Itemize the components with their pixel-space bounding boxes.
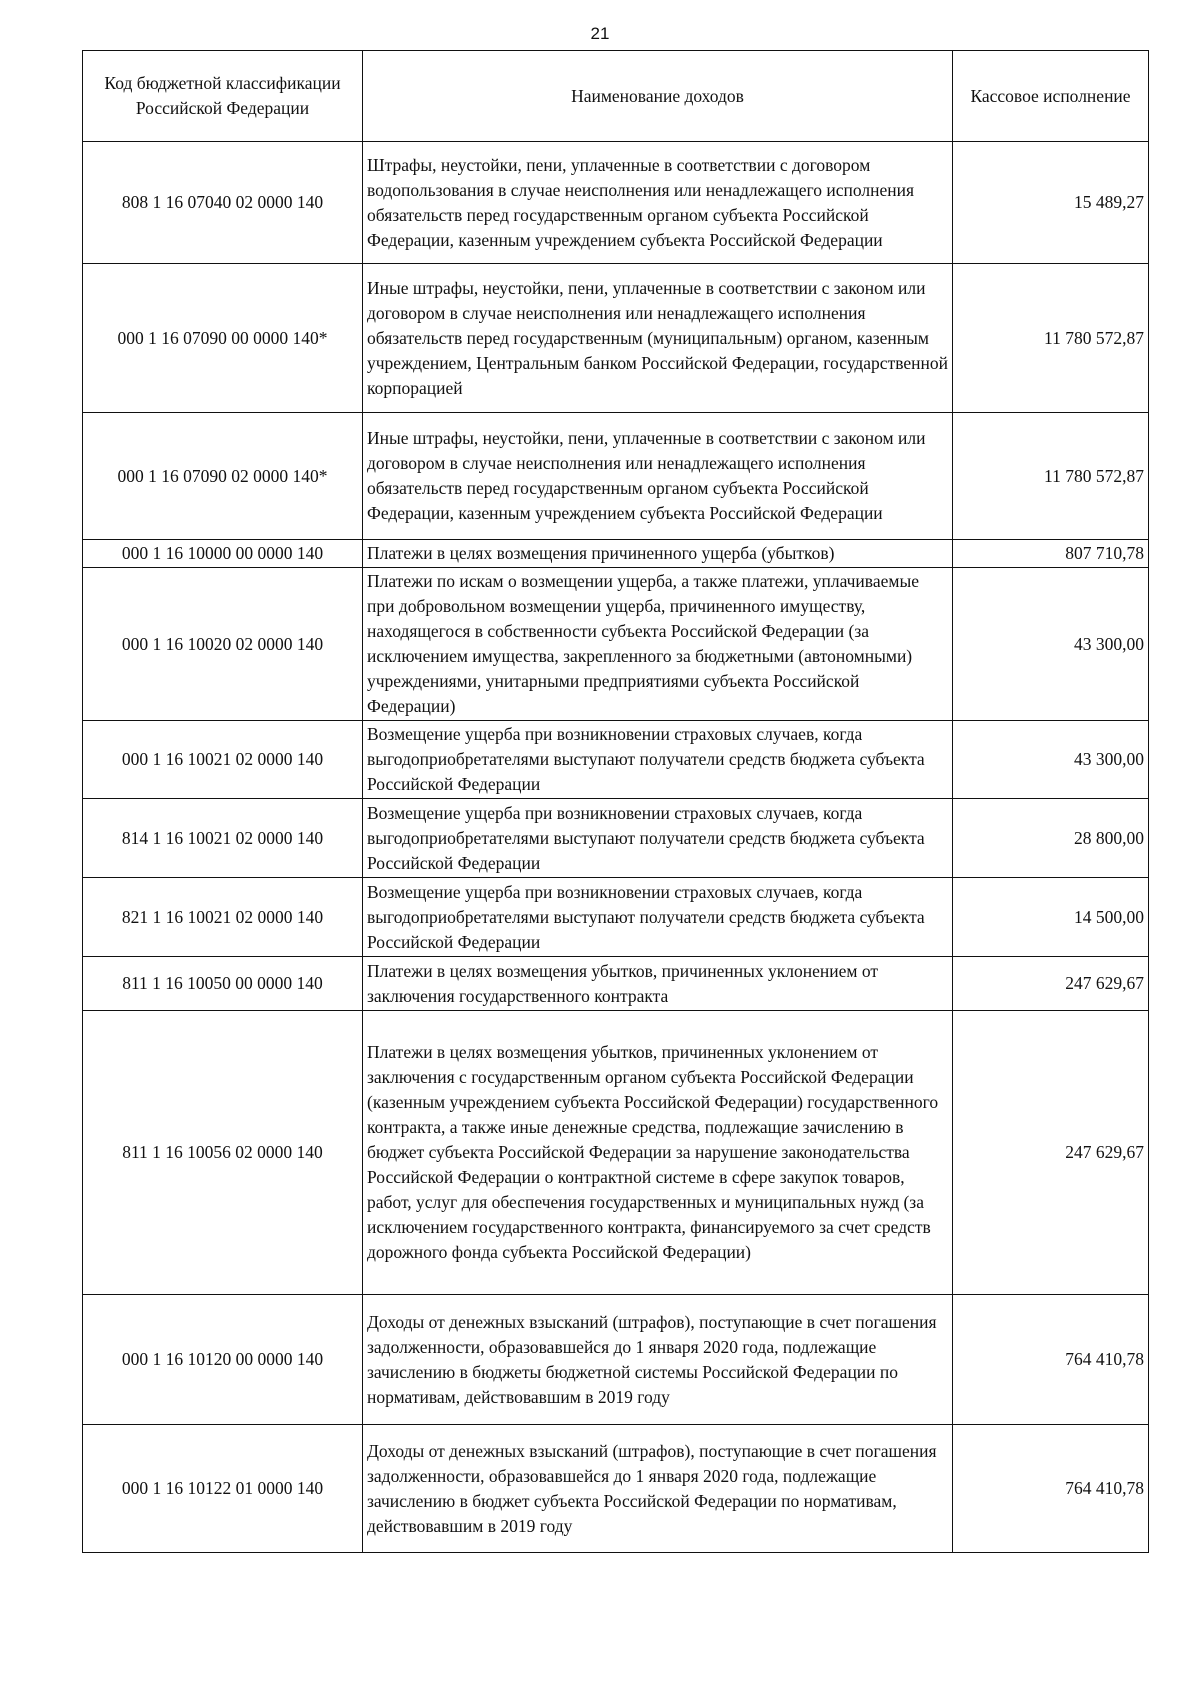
table-row xyxy=(83,413,1149,540)
row-name: Платежи в целях возмещения убытков, причиненных уклонением от заключения с государственным органом субъекта Российской Федерации (казенным учреждением субъекта Российской Федерации) государственного контракта, а также иные денежные средства, подлежащие зачислению в бюджет субъекта Российской Федерации за нарушение законодательства Российской Федерации о контрактной системе в сфере закупок товаров, работ, услуг для обеспечения государственных и муниципальных нужд (за исключением государственного контракта, финансируемого за счет средств дорожного фонда субъекта Российской Федерации) xyxy=(363,1011,953,1295)
table-row xyxy=(83,568,1149,721)
row-code: 814 1 16 10021 02 0000 140 xyxy=(83,799,363,878)
row-name: Платежи по искам о возмещении ущерба, а также платежи, уплачиваемые при добровольном возмещении ущерба, причиненного имуществу, находящегося в собственности субъекта Российской Федерации (за исключением имущества, закрепленного за бюджетными (автономными) учреждениями, унитарными предприятиями субъекта Российской Федерации) xyxy=(363,568,953,721)
row-code: 811 1 16 10050 00 0000 140 xyxy=(83,957,363,1011)
row-code: 000 1 16 10020 02 0000 140 xyxy=(83,568,363,721)
row-code: 000 1 16 07090 00 0000 140* xyxy=(83,264,363,413)
table-row xyxy=(83,1425,1149,1553)
row-sum: 43 300,00 xyxy=(953,568,1149,721)
table-row xyxy=(83,957,1149,1011)
row-name: Платежи в целях возмещения убытков, причиненных уклонением от заключения государственного контракта xyxy=(363,957,953,1011)
row-name: Возмещение ущерба при возникновении страховых случаев, когда выгодоприобретателями выступают получатели средств бюджета субъекта Российской Федерации xyxy=(363,721,953,799)
row-code: 811 1 16 10056 02 0000 140 xyxy=(83,1011,363,1295)
row-sum: 247 629,67 xyxy=(953,1011,1149,1295)
row-code: 000 1 16 10122 01 0000 140 xyxy=(83,1425,363,1553)
row-name: Доходы от денежных взысканий (штрафов), поступающие в счет погашения задолженности, образовавшейся до 1 января 2020 года, подлежащие зачислению в бюджеты бюджетной системы Российской Федерации по нормативам, действовавшим в 2019 году xyxy=(363,1295,953,1425)
table-row xyxy=(83,540,1149,568)
table-row xyxy=(83,1011,1149,1295)
row-sum: 14 500,00 xyxy=(953,878,1149,957)
table-row xyxy=(83,799,1149,878)
row-code: 808 1 16 07040 02 0000 140 xyxy=(83,142,363,264)
row-name: Возмещение ущерба при возникновении страховых случаев, когда выгодоприобретателями выступают получатели средств бюджета субъекта Российской Федерации xyxy=(363,799,953,878)
row-sum: 807 710,78 xyxy=(953,540,1149,568)
row-code: 000 1 16 07090 02 0000 140* xyxy=(83,413,363,540)
header-code: Код бюджетной классификации Российской Федерации xyxy=(83,51,363,142)
row-sum: 764 410,78 xyxy=(953,1425,1149,1553)
row-sum: 11 780 572,87 xyxy=(953,413,1149,540)
header-sum: Кассовое исполнение xyxy=(953,51,1149,142)
row-sum: 15 489,27 xyxy=(953,142,1149,264)
table-row xyxy=(83,721,1149,799)
row-sum: 11 780 572,87 xyxy=(953,264,1149,413)
header-name: Наименование доходов xyxy=(363,51,953,142)
row-name: Штрафы, неустойки, пени, уплаченные в соответствии с договором водопользования в случае неисполнения или ненадлежащего исполнения обязательств перед государственным органом субъекта Российской Федерации, казенным учреждением субъекта Российской Федерации xyxy=(363,142,953,264)
row-code: 000 1 16 10021 02 0000 140 xyxy=(83,721,363,799)
row-name: Платежи в целях возмещения причиненного ущерба (убытков) xyxy=(363,540,953,568)
row-name: Иные штрафы, неустойки, пени, уплаченные в соответствии с законом или договором в случае неисполнения или ненадлежащего исполнения обязательств перед государственным (муниципальным) органом, казенным учреждением, Центральным банком Российской Федерации, государственной корпорацией xyxy=(363,264,953,413)
row-code: 000 1 16 10000 00 0000 140 xyxy=(83,540,363,568)
table-row xyxy=(83,142,1149,264)
row-code: 821 1 16 10021 02 0000 140 xyxy=(83,878,363,957)
row-name: Иные штрафы, неустойки, пени, уплаченные в соответствии с законом или договором в случае неисполнения или ненадлежащего исполнения обязательств перед государственным органом субъекта Российской Федерации, казенным учреждением субъекта Российской Федерации xyxy=(363,413,953,540)
row-sum: 764 410,78 xyxy=(953,1295,1149,1425)
table-row xyxy=(83,1295,1149,1425)
table-row xyxy=(83,878,1149,957)
row-name: Возмещение ущерба при возникновении страховых случаев, когда выгодоприобретателями выступают получатели средств бюджета субъекта Российской Федерации xyxy=(363,878,953,957)
row-sum: 247 629,67 xyxy=(953,957,1149,1011)
revenue-table xyxy=(82,50,1149,1553)
row-code: 000 1 16 10120 00 0000 140 xyxy=(83,1295,363,1425)
row-sum: 43 300,00 xyxy=(953,721,1149,799)
table-row xyxy=(83,264,1149,413)
row-name: Доходы от денежных взысканий (штрафов), поступающие в счет погашения задолженности, образовавшейся до 1 января 2020 года, подлежащие зачислению в бюджет субъекта Российской Федерации по нормативам, действовавшим в 2019 году xyxy=(363,1425,953,1553)
page-number: 21 xyxy=(590,24,610,43)
row-sum: 28 800,00 xyxy=(953,799,1149,878)
table-header-row xyxy=(83,51,1149,142)
